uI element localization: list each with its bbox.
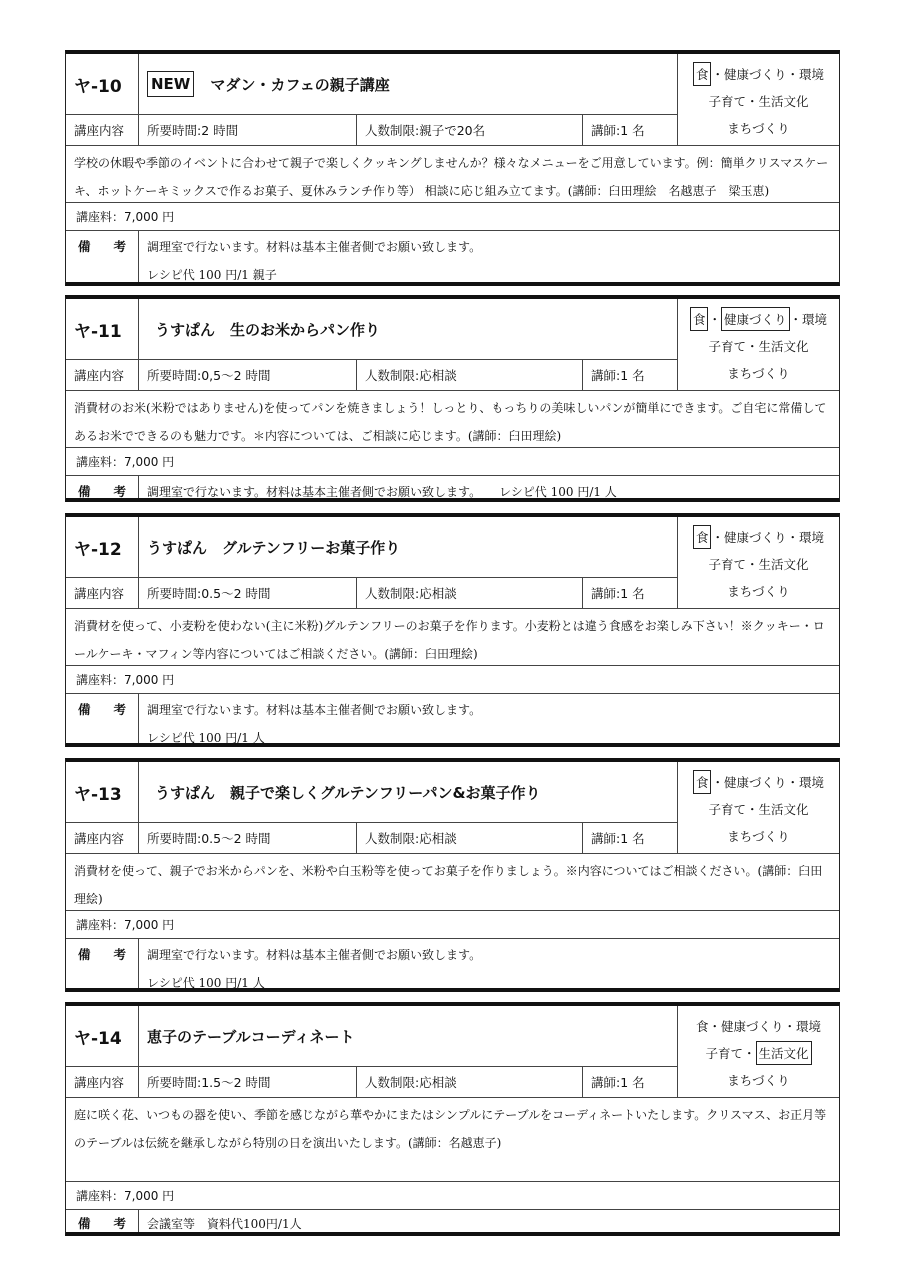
course-code: ヤ-10 — [74, 76, 122, 97]
instructors: 講師:1 名 — [582, 360, 677, 390]
category-panel: 食 ・ 健康づくり ・ 環境 子育て ・ 生活文化 まちづくり — [677, 762, 839, 853]
course-card-ya11 — [65, 295, 840, 502]
cat-town: まちづくり — [727, 583, 790, 599]
cat-food: 食 — [690, 307, 709, 331]
instructors: 講師:1 名 — [582, 578, 677, 608]
description: 消費材を使って、小麦粉を使わない(主に米粉)グルテンフリーのお菓子を作ります。小麦粉とは違う食感をお楽しみ下さい！※クッキー・ロールケーキ・マフィン等内容についてはご相談ください。(講師：臼田理絵) — [74, 619, 825, 661]
description-row — [66, 390, 839, 447]
content-label: 講座内容 — [74, 123, 125, 138]
capacity: 人数制限:応相談 — [356, 360, 582, 390]
fee: 講座料：7,000 円 — [76, 455, 175, 469]
remarks-text: 調理室で行ないます。材料は基本主催者側でお願い致します。 レシピ代 100 円/1 人 — [138, 476, 839, 498]
remarks-label: 備 考 — [78, 1216, 126, 1231]
capacity: 人数制限:応相談 — [356, 1067, 582, 1097]
info-row — [66, 114, 677, 145]
cat-child: 子育て — [705, 1045, 743, 1061]
fee: 講座料：7,000 円 — [76, 673, 175, 687]
remarks-label: 備 考 — [78, 239, 126, 254]
new-badge: NEW — [147, 71, 194, 97]
category-panel: 食 ・ 健康づくり ・ 環境 子育て ・ 生活文化 まちづくり — [677, 1006, 839, 1097]
fee: 講座料：7,000 円 — [76, 918, 175, 932]
cat-child: 子育て — [708, 556, 746, 572]
cat-town: まちづくり — [727, 828, 790, 844]
cat-child: 子育て — [708, 93, 746, 109]
content-label: 講座内容 — [74, 368, 125, 383]
description: 学校の休暇や季節のイベントに合わせて親子で楽しくクッキングしませんか？様々なメニューをご用意しています。例：簡単クリスマスケーキ、ホットケーキミックスで作るお菓子、夏休みランチ作り等） 相談に応じ組み立てます。(講師：臼田理絵 名越恵子 梁玉恵) — [74, 156, 829, 198]
cat-health: 健康づくり — [721, 307, 790, 331]
cat-env: 環境 — [796, 1018, 822, 1034]
cat-culture: 生活文化 — [758, 801, 809, 817]
info-row — [66, 577, 677, 608]
capacity: 人数制限:応相談 — [356, 823, 582, 853]
fee-row — [66, 665, 839, 693]
duration: 所要時間:0.5～2 時間 — [138, 578, 356, 608]
cat-env: 環境 — [799, 774, 825, 790]
course-title: うすぱん グルテンフリーお菓子作り — [138, 517, 677, 577]
course-card-ya13 — [65, 758, 840, 992]
cat-food: 食 — [693, 525, 712, 549]
remarks-label: 備 考 — [78, 484, 126, 499]
cat-health: 健康づくり — [720, 1018, 784, 1034]
remarks-row — [66, 938, 839, 988]
cat-health: 健康づくり — [723, 66, 787, 82]
description-row — [66, 1097, 839, 1181]
duration: 所要時間:0.5～2 時間 — [138, 823, 356, 853]
cat-food: 食 — [693, 62, 712, 86]
course-title — [138, 54, 677, 114]
category-panel: 食 ・ 健康づくり ・ 環境 子育て ・ 生活文化 まちづくり — [677, 299, 839, 390]
remarks-text: 調理室で行ないます。材料は基本主催者側でお願い致します。 レシピ代 100 円/1 人 — [138, 939, 839, 988]
description-row — [66, 853, 839, 910]
cat-env: 環境 — [799, 66, 825, 82]
fee-row — [66, 447, 839, 475]
course-title: 恵子のテーブルコーディネート — [138, 1006, 677, 1066]
fee-row — [66, 1181, 839, 1209]
cat-culture: 生活文化 — [756, 1041, 812, 1065]
course-card-ya10 — [65, 50, 840, 286]
info-row — [66, 1066, 677, 1097]
instructors: 講師:1 名 — [582, 115, 677, 145]
cat-culture: 生活文化 — [758, 93, 809, 109]
description: 消費材のお米(米粉ではありません)を使ってパンを焼きましょう！しっとり、もっちりの美味しいパンが簡単にできます。ご自宅に常備してあるお米でできるのも魅力です。＊内容については、ご相談に応じます。(講師：臼田理絵) — [74, 401, 827, 443]
category-panel: 食 ・ 健康づくり ・ 環境 子育て ・ 生活文化 まちづくり — [677, 54, 839, 145]
fee-row — [66, 910, 839, 938]
cat-food: 食 — [693, 770, 712, 794]
cat-town: まちづくり — [727, 365, 790, 381]
duration: 所要時間:2 時間 — [138, 115, 356, 145]
remarks-label: 備 考 — [78, 702, 126, 717]
course-title: うすぱん 親子で楽しくグルテンフリーパン&お菓子作り — [138, 762, 677, 822]
description-row — [66, 608, 839, 665]
content-label: 講座内容 — [74, 1075, 125, 1090]
fee: 講座料：7,000 円 — [76, 1189, 175, 1203]
remarks-label: 備 考 — [78, 947, 126, 962]
fee-row — [66, 202, 839, 230]
cat-health: 健康づくり — [723, 774, 787, 790]
course-title-text: マダン・カフェの親子講座 — [210, 75, 390, 94]
capacity: 人数制限:親子で20名 — [356, 115, 582, 145]
cat-town: まちづくり — [727, 120, 790, 136]
info-row — [66, 359, 677, 390]
description: 庭に咲く花、いつもの器を使い、季節を感じながら華やかにまたはシンプルにテーブルをコーディネートいたします。クリスマス、お正月等のテーブルは伝統を継承しながら特別の日を演出いたします。(講師：名越恵子) — [74, 1108, 827, 1150]
capacity: 人数制限:応相談 — [356, 578, 582, 608]
content-label: 講座内容 — [74, 831, 125, 846]
instructors: 講師:1 名 — [582, 1067, 677, 1097]
cat-culture: 生活文化 — [758, 338, 809, 354]
cat-env: 環境 — [799, 529, 825, 545]
remarks-row — [66, 230, 839, 282]
description-row — [66, 145, 839, 202]
course-card-ya14 — [65, 1002, 840, 1236]
cat-food: 食 — [695, 1018, 709, 1034]
category-panel: 食 ・ 健康づくり ・ 環境 子育て ・ 生活文化 まちづくり — [677, 517, 839, 608]
course-code: ヤ-12 — [74, 539, 122, 560]
cat-child: 子育て — [708, 338, 746, 354]
cat-health: 健康づくり — [723, 529, 787, 545]
duration: 所要時間:1.5～2 時間 — [138, 1067, 356, 1097]
info-row — [66, 822, 677, 853]
cat-child: 子育て — [708, 801, 746, 817]
cat-env: 環境 — [802, 311, 828, 327]
remarks-text: 調理室で行ないます。材料は基本主催者側でお願い致します。 レシピ代 100 円/1 人 — [138, 694, 839, 743]
cat-culture: 生活文化 — [758, 556, 809, 572]
course-code: ヤ-13 — [74, 784, 122, 805]
course-code: ヤ-11 — [74, 321, 122, 342]
remarks-text: 調理室で行ないます。材料は基本主催者側でお願い致します。 レシピ代 100 円/1 親子 — [138, 231, 839, 282]
course-card-ya12 — [65, 513, 840, 747]
remarks-row — [66, 475, 839, 498]
course-title: うすぱん 生のお米からパン作り — [138, 299, 677, 359]
fee: 講座料：7,000 円 — [76, 210, 175, 224]
course-code: ヤ-14 — [74, 1028, 122, 1049]
cat-town: まちづくり — [727, 1072, 790, 1088]
remarks-row — [66, 1209, 839, 1232]
description: 消費材を使って、親子でお米からパンを、米粉や白玉粉等を使ってお菓子を作りましょう。※内容についてはご相談ください。(講師：臼田理絵) — [74, 864, 823, 906]
duration: 所要時間:0,5～2 時間 — [138, 360, 356, 390]
content-label: 講座内容 — [74, 586, 125, 601]
instructors: 講師:1 名 — [582, 823, 677, 853]
remarks-text: 会議室等 資料代100円/1人 — [138, 1210, 839, 1232]
remarks-row — [66, 693, 839, 743]
